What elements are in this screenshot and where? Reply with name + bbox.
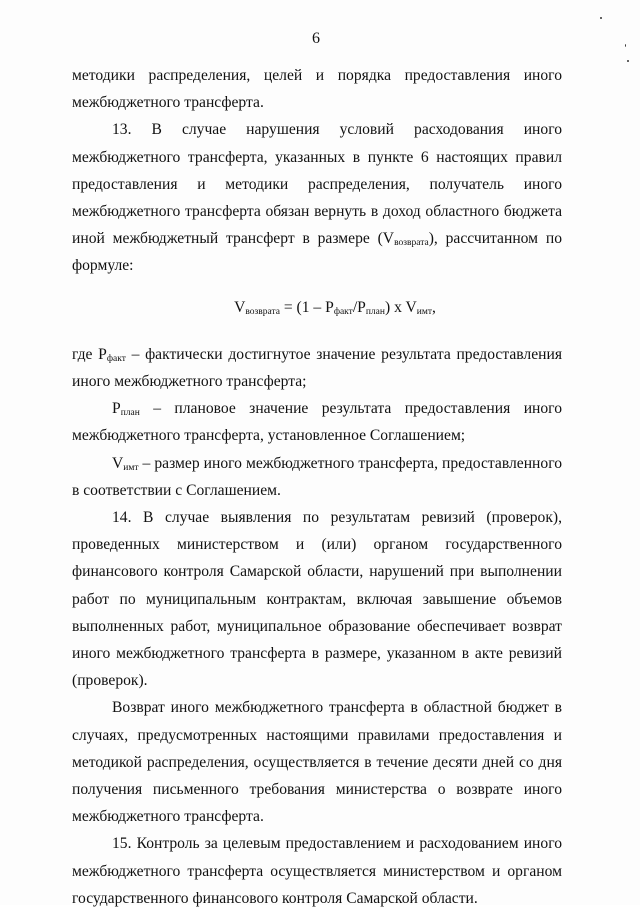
paragraph-continuation: методики распределения, целей и порядка предоставления иного межбюджетного трансферта.: [72, 67, 562, 112]
scan-speck: [627, 60, 629, 62]
formula-sub-plan: план: [365, 306, 385, 317]
definition-pplan-sub: план: [120, 408, 140, 419]
page-number: 6: [312, 30, 320, 47]
formula-part-1: = (1 – P: [279, 298, 334, 316]
formula-end: ,: [432, 298, 436, 316]
paragraph-14: 14. В случае выявления по результатам ревизий (проверок), проведенных министерством и (или) органом государственного финансового контроля Самарской области, нарушений при выполнении работ по муниципальным контрактам, включая завышение объемов выполненных работ, муниципальное образование обеспечивает возврат иного межбюджетного трансферта в размере, указанном в акте ревизий (проверок).: [72, 509, 562, 690]
definition-pfakt-symbol: где P: [72, 345, 107, 363]
definition-pplan: [72, 395, 562, 449]
definition-vimt-sub: имт: [123, 462, 139, 473]
formula-part-2: /P: [352, 298, 366, 316]
formula-v: V: [234, 298, 246, 316]
paragraph-13-end: ), рассчитанном по формуле:: [72, 230, 562, 275]
paragraph-15: 15. Контроль за целевым предоставлением и расходованием иного межбюджетного трансферта осуществляется министерством и органом государственного финансового контроля Самарской области.: [72, 835, 562, 907]
paragraph-13-text: 13. В случае нарушения условий расходования иного межбюджетного трансферта, указанных в пункте 6 настоящих правил предоставления и методики распределения, получатель иного межбюджетного трансферта обязан вернуть в доход областного бюджета иной межбюджетный трансферт в размере (V: [72, 121, 562, 248]
scan-speck: [600, 17, 602, 19]
formula-sub-vozvrata: возврата: [245, 306, 280, 317]
definition-vimt-text: – размер иного межбюджетного трансферта, предоставленного в соответствии с Соглашением.: [72, 454, 562, 499]
definition-pfakt-sub: факт: [106, 353, 126, 364]
definition-vimt-symbol: V: [112, 454, 124, 472]
definition-pfakt: [72, 341, 562, 395]
formula-sub-fakt: факт: [333, 306, 353, 317]
definition-pplan-symbol: P: [112, 400, 121, 418]
formula-part-3: ) x V: [384, 298, 417, 316]
return-formula: [72, 294, 562, 321]
paragraph-return: Возврат иного межбюджетного трансферта в областной бюджет в случаях, предусмотренных настоящими правилами предоставления и методикой распределения, осуществляется в течение десяти дней со дня получения письменного требования министерства о возврате иного межбюджетного трансферта.: [72, 699, 562, 826]
document-body: [72, 62, 562, 912]
definition-vimt: [72, 450, 562, 504]
definition-pfakt-text: – фактически достигнутое значение результата предоставления иного межбюджетного трансферта;: [72, 345, 563, 391]
definition-pplan-text: – плановое значение результата предоставления иного межбюджетного трансферта, установленное Соглашением;: [72, 400, 562, 445]
paragraph-13: [72, 116, 562, 279]
formula-sub-imt: имт: [416, 306, 433, 317]
subscript-vozvrata: возврата: [394, 238, 429, 249]
